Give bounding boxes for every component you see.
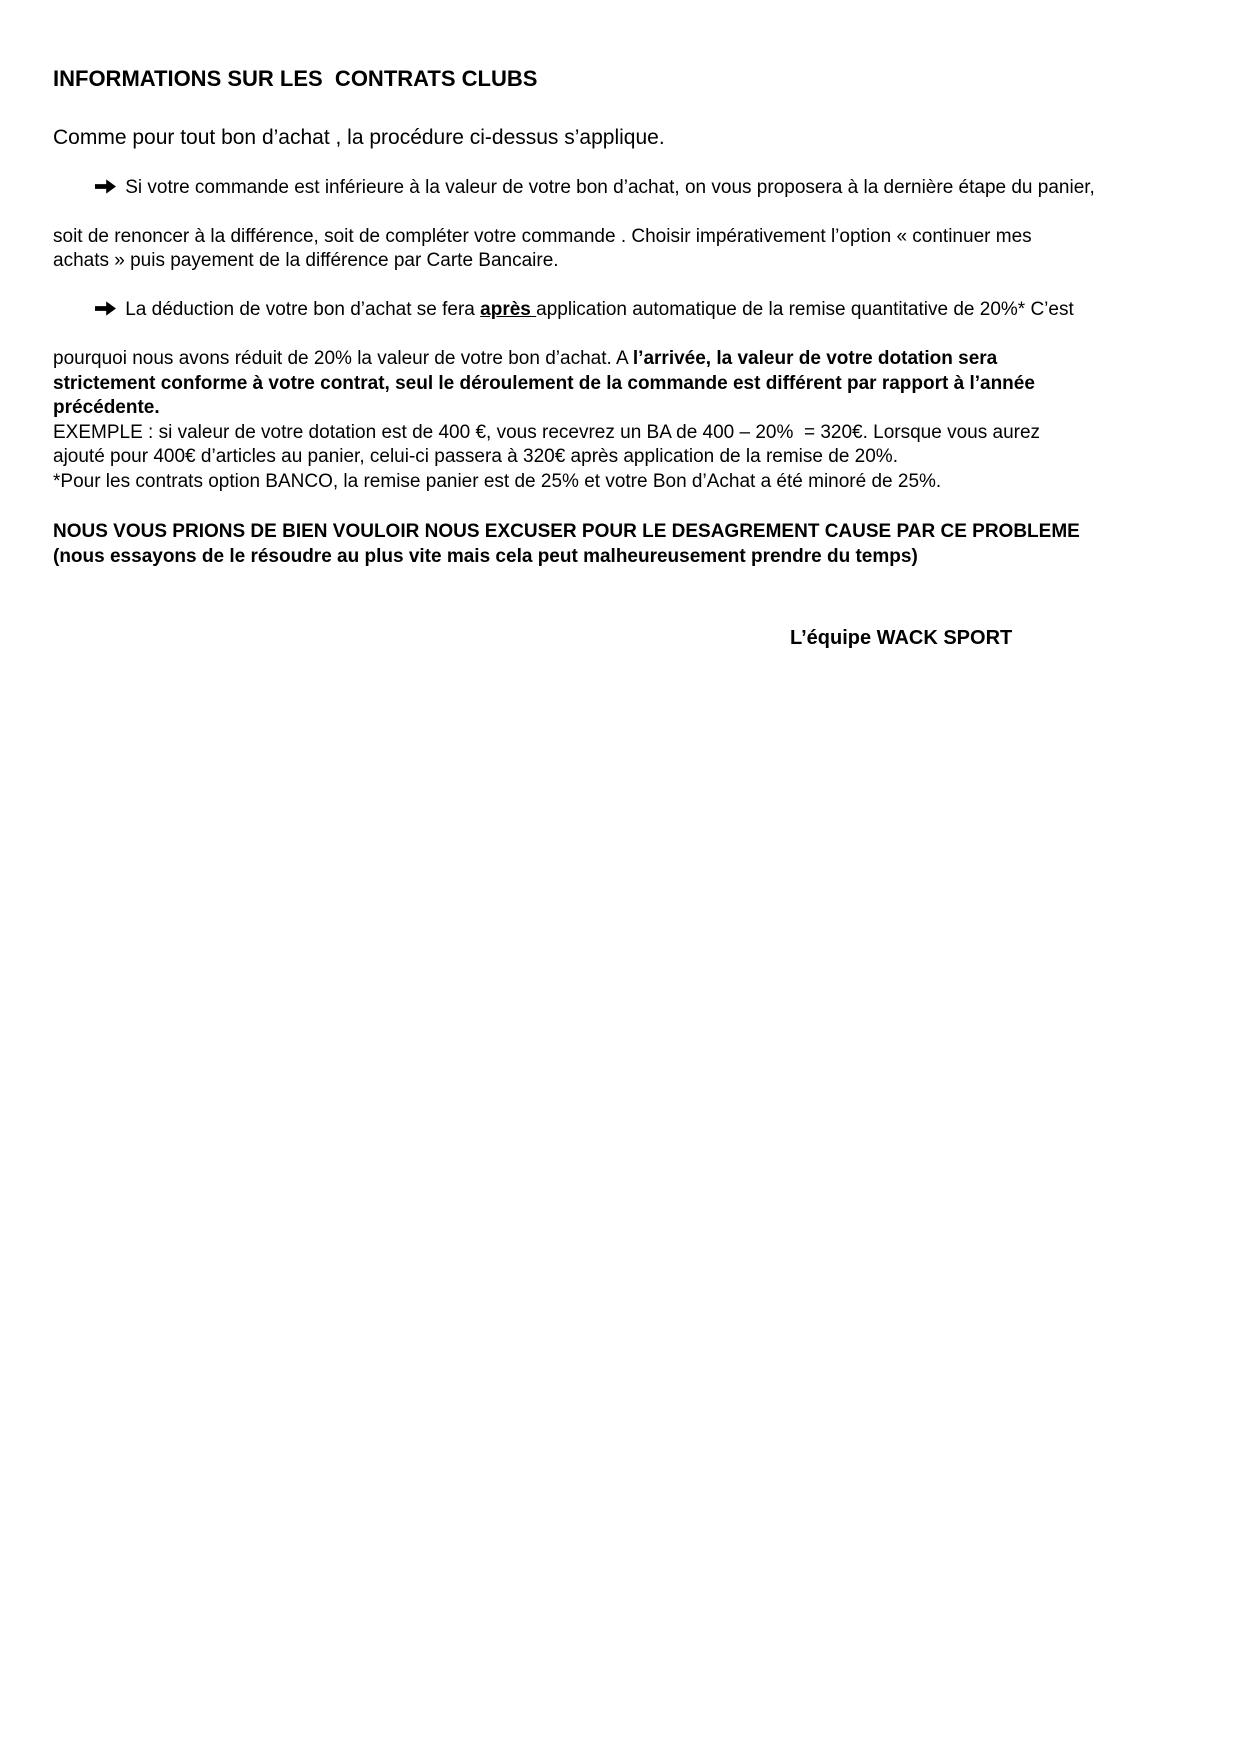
- bullet2-line1-pre: La déduction de votre bon d’achat se fera: [125, 299, 481, 320]
- bullet2-line1: [53, 274, 1195, 348]
- bullet2-line4: précédente.: [53, 397, 160, 418]
- bullet2-line2: [53, 347, 1195, 372]
- bullet1-line1-text: Si votre commande est inférieure à la valeur de votre bon d’achat, on vous proposera à la dernière étape du panier,: [125, 176, 1095, 198]
- page-title: INFORMATIONS SUR LES CONTRATS CLUBS: [53, 66, 538, 91]
- paragraph-bullet-2: [53, 274, 1195, 421]
- bullet2-apres-emphasis: après: [480, 299, 537, 320]
- paragraph-example: [53, 421, 1195, 495]
- arrow-bullet-icon: [95, 179, 116, 194]
- paragraph-apology: [53, 519, 1195, 569]
- example-line1: EXEMPLE : si valeur de votre dotation est de 400 €, vous recevrez un BA de 400 – 20% = 320€. Lorsque vous aurez: [53, 421, 1041, 443]
- document-content: [53, 66, 1195, 651]
- bullet1-line2: soit de renoncer à la différence, soit de compléter votre commande . Choisir impérativement l’option « continuer mes: [53, 225, 1032, 247]
- arrow-bullet-icon: [95, 301, 116, 316]
- apology-line1: NOUS VOUS PRIONS DE BIEN VOULOIR NOUS EXCUSER POUR LE DESAGREMENT CAUSE PAR CE PROBLEME: [53, 521, 1080, 542]
- team-signature: L’équipe WACK SPORT: [790, 627, 1013, 649]
- bullet2-line2-bold: l’arrivée, la valeur de votre dotation sera: [632, 348, 998, 369]
- apology-line2: (nous essayons de le résoudre au plus vite mais cela peut malheureusement prendre du temps): [53, 546, 918, 567]
- bullet2-line3: strictement conforme à votre contrat, seul le déroulement de la commande est différent par rapport à l’année: [53, 372, 1035, 394]
- bullet1-line3: achats » puis payement de la différence par Carte Bancaire.: [53, 250, 559, 271]
- intro-sentence: Comme pour tout bon d’achat , la procédure ci-dessus s’applique.: [53, 126, 665, 149]
- paragraph-bullet-1: [53, 151, 1195, 274]
- bullet1-line1: [53, 151, 1195, 225]
- example-banco-note: *Pour les contrats option BANCO, la remise panier est de 25% et votre Bon d’Achat a été minoré de 25%.: [53, 470, 942, 492]
- bullet2-line1-post: application automatique de la remise quantitative de 20%* C’est: [536, 299, 1074, 320]
- example-line2: ajouté pour 400€ d’articles au panier, celui-ci passera à 320€ après application de la remise de 20%.: [53, 446, 898, 467]
- bullet2-line2-pre: pourquoi nous avons réduit de 20% la valeur de votre bon d’achat. A: [53, 348, 633, 369]
